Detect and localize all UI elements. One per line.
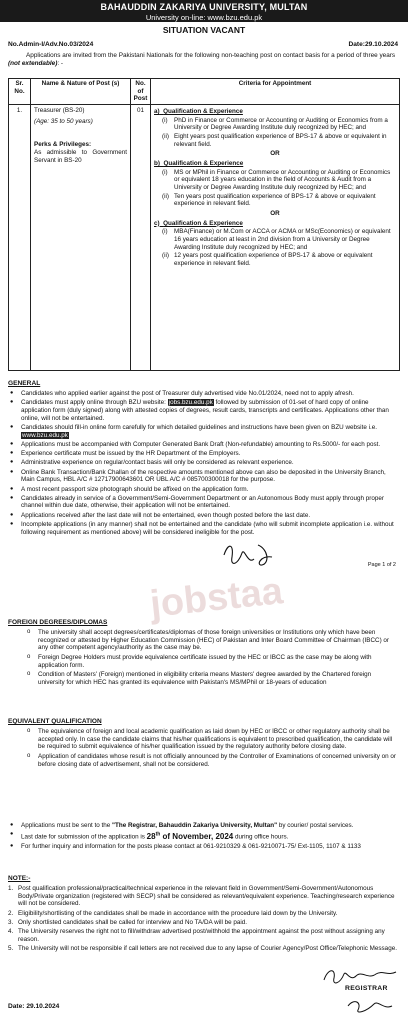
cell-criteria [151,105,400,371]
foreign-degrees-list [26,629,398,689]
note-heading: NOTE:- [8,875,31,882]
note-list [8,885,400,954]
intro-paragraph: Applications are invited from the Pakistani Nationals for the following non-teaching post on contact basis for a period of three years (not extendable): - [8,52,396,67]
criteria-b-title: b) Qualification & Experience [154,160,244,168]
foreign-degrees-heading: FOREIGN DEGREES/DIPLOMAS [8,619,108,626]
page-title: SITUATION VACANT [162,25,246,35]
registrar-label: REGISTRAR [345,985,388,992]
foreign-item-2: o Foreign Degree Holders must provide equivalence certificate issued by the HEC or IBCC as the case may be along with application form. [26,654,398,669]
bottom-date: Date: 29.10.2024 [8,1003,60,1010]
criteria-a-item-1: (i) PhD in Finance or Commerce or Accounting or Auditing or Economics from a University or Degree Awarding Institute duly recognized by HEC; and [162,116,388,132]
submission-item-1: ● Applications must be sent to the "The Registrar, Bahauddin Zakariya University, Multan" by courier/ postal services. [8,822,398,830]
general-item-7: ● Online Bank Transaction/Bank Challan of the respective amounts mentioned above can also be deposited in the University Branch, Main Campus, HBL A/C # 12717900643601 OR UBL A/C # 085700300018 for the purpose. [8,469,398,484]
university-header [0,0,408,22]
note-item-4: 4. The University reserves the right not to fill/withdraw advertised post/withhold the appointment against the post without assigning any reason. [8,927,385,943]
general-item-10: ● Applications received after the last date will not be entertained, even though posted before the last date. [8,512,398,520]
general-heading: GENERAL [8,380,41,387]
col-header-post: Name & Nature of Post (s) [31,79,131,105]
perks-text: As admissible to Government Servant in BS-20 [34,149,127,164]
general-item-4: ● Applications must be accompanied with Computer Generated Bank Draft (Non-refundable) amounting to Rs.5000/- for each post. [8,441,398,449]
general-item-3: ● Candidates should fill-in online form carefully for which detailed guidelines and instructions have been given on BZU website i.e. www.bzu.edu.pk [8,424,398,439]
note-item-1: 1. Post qualification professional/practical/technical experience in the relevant field in Government/Semi-Government/Autonomous Body/Private organization (registered with SECP) shall be considered as relevant/equivalent experience. Teaching/research experience will not be considered. [8,885,395,908]
website-link[interactable]: jobs.bzu.edu.pk [168,399,213,407]
criteria-a-item-2: (ii) Eight years post qualification experience of BPS-17 & above or equivalent in relevant field. [162,133,387,148]
equivalent-qualification-list [26,728,398,770]
submission-list [8,822,398,853]
signature-mark [220,535,280,573]
general-item-9: ● Candidates already in service of a Government/Semi-Government Department or an Autonomous Body must apply through proper channel within due date, otherwise, their application will not be entertained. [8,495,398,510]
university-website: University on-line: www.bzu.edu.pk [145,12,263,22]
col-header-criteria: Criteria for Appointment [151,79,400,105]
post-name: Treasurer (BS-20) [34,107,85,115]
or-divider-1: OR [270,150,280,158]
note-item-2: 2. Eligibility/shortlisting of the candidates shall be made in accordance with the procedure laid down by the University. [8,909,338,917]
foreign-item-3: o Condition of Masters' (Foreign) mentioned in eligibility criteria means Masters' degree awarded by the Chartered foreign university for which HEC has granted its equivalence with Pakistan's MS/MPhil or 18-years of education [26,671,398,686]
post-age: (Age: 35 to 50 years) [34,117,93,125]
cell-post-count: 01 [131,105,151,371]
advertisement-date: Date:29.10.2024 [348,41,398,48]
equivalent-item-1: o The equivalence of foreign and local academic qualification as laid down by HEC or IBCC or other regulatory authority shall be accepted only. In case the candidate claims that his/her qualifications is equivalent to prescribed qualification, the candidate will be required to submit equivalence of his/her qualification issued by the regulatory authority before closing date. [26,728,398,751]
submission-item-3: ● For further inquiry and information for the posts please contact at 061-9210329 & 061-9210071-75/ Ext-1105, 1107 & 1133 [8,843,398,851]
col-header-count: No. of Post [131,79,151,105]
watermark: jobstaa [148,570,285,626]
perks-title: Perks & Privileges: [34,141,92,149]
cell-post [31,105,131,371]
general-item-8: ● A most recent passport size photograph should be affixed on the application form. [8,486,398,494]
or-divider-2: OR [270,210,280,218]
foreign-item-1: o The university shall accept degrees/certificates/diplomas of those foreign universities or Institutions only which have been recognized or attested by Higher Education Commission (HEC) of Pakistan and Inter Board Committee of Chairman (IBCC) or any other competent agency/authority as the case may be. [26,629,398,652]
university-name: BAHAUDDIN ZAKARIYA UNIVERSITY, MULTAN [100,2,308,12]
criteria-a-title: a) Qualification & Experience [154,108,243,116]
criteria-c-item-1: (i) MBA(Finance) or M.Com or ACCA or ACMA or MSc(Economics) or equivalent 16 years education at least in 2nd division from a University or Degree Awarding Institute duly recognized by HEC; and [162,228,391,251]
criteria-c-item-2: (ii) 12 years post qualification experience of BPS-17 & above or equivalent experience in relevant field. [162,252,373,268]
general-item-11: ● Incomplete applications (in any manner) shall not be entertained and the candidate (who will submit incomplete application i.e. without following requirement as mentioned above) will be considered ineligible for the post. [8,521,398,536]
general-item-5: ● Experience certificate must be issued by the HR Department of the Employers. [8,450,398,458]
general-item-1: ● Candidates who applied earlier against the post of Treasurer duly advertised vide No.01/2024, need not to apply afresh. [8,390,398,398]
equivalent-item-2: o Application of candidates whose result is not officially announced by the Controller of Examinations of concerned university on or before closing date of advertisement, shall not be considered. [26,753,398,768]
equivalent-qualification-heading: EQUIVALENT QUALIFICATION [8,718,102,725]
col-header-sr: Sr. No. [9,79,31,105]
note-item-3: 3. Only shortlisted candidates shall be called for interview and No TA/DA will be paid. [8,918,248,926]
criteria-c-title: c) Qualification & Experience [154,219,243,227]
criteria-b-item-2: (ii) Ten years post qualification experience of BPS-17 & above or equivalent experience in relevant field. [162,192,376,208]
post-table [8,78,400,371]
criteria-b-item-1: (i) MS or MPhil in Finance or Commerce or Accounting or Auditing or Economics or equivalent 18 years education in the field of Accounts & Audit from a University or Degree Awarding Institute duly recognized by HEC; and [162,168,391,192]
cell-sr: 1. [9,105,31,371]
note-item-5: 5. The University will not be responsible if call letters are not received due to any lapse of Courier Agency/Post Office/Telephonic Message. [8,944,397,952]
submission-item-2: ● Last date for submission of the application is 28th of November, 2024 during office hours. [8,831,398,841]
general-item-2: ● Candidates must apply online through BZU website: jobs.bzu.edu.pk followed by submission of 01-set of hard copy of online application form (duly signed) along with attested copies of degrees, result cards, transcripts and certificates. Applications other than online, will not be entertained. [8,399,398,422]
advertisement-number: No.Admin-I/Adv.No.03/2024 [8,41,94,48]
general-list [8,390,398,538]
page-number: Page 1 of 2 [367,562,396,568]
website-link[interactable]: www.bzu.edu.pk [22,431,68,439]
general-item-6: ● Administrative experience on regular/contact basis will only be considered as relevant experience. [8,459,398,467]
